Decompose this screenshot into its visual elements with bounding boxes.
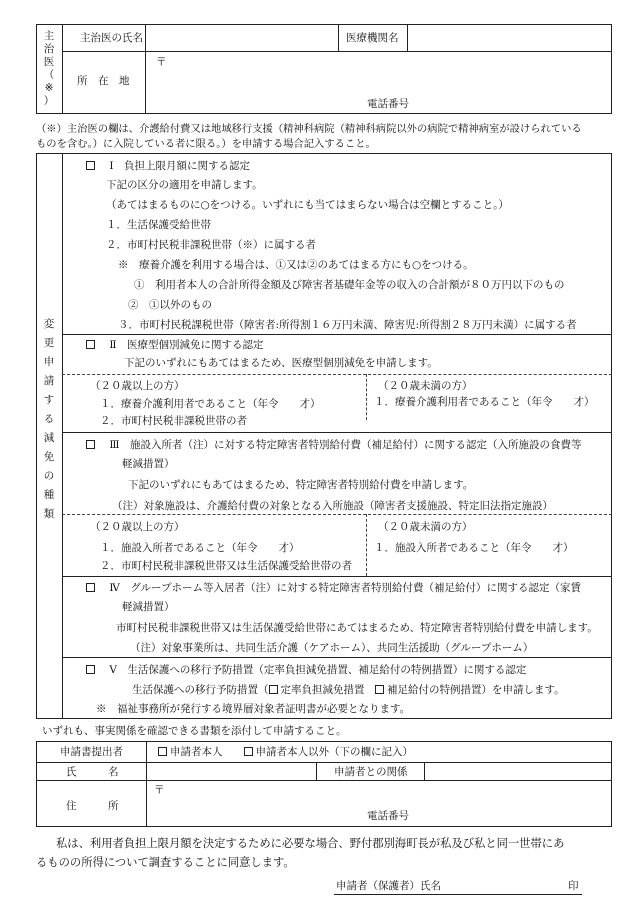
submitter-label: 申請書提出者 xyxy=(60,746,123,758)
section-1-title: Ⅰ 負担上限月額に関する認定 xyxy=(86,160,250,173)
submitter-self-checkbox[interactable] xyxy=(158,747,167,756)
section-3-right-head: （２０歳未満の方） xyxy=(378,521,473,533)
attach-note: いずれも、事実関係を確認できる書類を添付して申請すること。 xyxy=(42,725,347,737)
submitter-relation-field[interactable] xyxy=(426,764,610,778)
section-3-title: Ⅲ 施設入所者（注）に対する特定障害者特別給付費（補足給付）に関する認定（入所施設の食費等 xyxy=(86,439,581,452)
section-1-line-2: （あてはまるものに○をつける。いずれにも当てはまらない場合は空欄とすること。） xyxy=(106,199,509,211)
section-3-right-item-1[interactable]: １．施設入所者であること（年令 才） xyxy=(374,542,574,554)
consent-line-1: 私は、利用者負担上限月額を決定するために必要な場合、野付郡別海町長が私及び私と同一世帯にあ xyxy=(56,837,565,850)
section-2-left-item-2[interactable]: ２．市町村民税非課税世帯の者 xyxy=(100,415,247,427)
section-3-left-item-1[interactable]: １．施設入所者であること（年令 才） xyxy=(100,542,300,554)
doctor-side-label: 主 治 医 （ ※ ） xyxy=(43,30,55,107)
section-2-left-head: （２０歳以上の方） xyxy=(90,380,185,392)
seal-mark: 印 xyxy=(568,880,579,892)
section-1-sub-2[interactable]: ② ①以外のもの xyxy=(128,299,212,311)
section-3-left-head: （２０歳以上の方） xyxy=(90,521,185,533)
submitter-address-label: 住 所 xyxy=(66,800,119,812)
doctor-name-field[interactable] xyxy=(147,26,336,49)
section-3-checkbox[interactable] xyxy=(86,440,95,449)
section-4-checkbox[interactable] xyxy=(86,583,95,592)
institution-field[interactable] xyxy=(409,26,609,49)
doctor-name-label: 主治医の氏名 xyxy=(80,32,143,44)
submitter-options: 申請者本人 申請者本人以外（下の欄に記入） xyxy=(158,746,413,759)
submitter-name-field[interactable] xyxy=(148,764,314,778)
section-2-left-item-1[interactable]: １．療養介護利用者であること（年令 才） xyxy=(100,398,321,410)
section-4-note: （注）対象事業所は、共同生活介護（ケアホーム）、共同生活援助（グループホーム） xyxy=(130,642,534,654)
signature-underline xyxy=(334,894,582,895)
submitter-name-label: 氏 名 xyxy=(66,766,119,778)
section-1-item-3[interactable]: ３．市町村民税課税世帯（障害者:所得割１６万円未満、障害児:所得割２８万円未満）に属する者 xyxy=(118,319,577,331)
section-2-right-item-1[interactable]: １．療養介護利用者であること（年令 才） xyxy=(374,396,595,408)
submitter-phone-label: 電話番号 xyxy=(367,810,409,822)
consent-line-2: るものの所得について調査することに同意します。 xyxy=(36,856,295,869)
section-5-title: Ⅴ 生活保護への移行予防措置（定率負担減免措置、補足給付の特例措置）に関する認定 xyxy=(86,664,526,677)
section-1-item-2[interactable]: ２．市町村民税非課税世帯（※）に属する者 xyxy=(106,239,316,251)
doctor-note-line-1: （※）主治医の欄は、介護給付費又は地域移行支援（精神科病院（精神科病院以外の病院で精神病室が設けられている xyxy=(36,123,582,135)
section-1-sub-1[interactable]: ① 利用者本人の合計所得金額及び障害者基礎年金等の収入の合計額が８０万円以下のもの xyxy=(134,279,565,291)
section-2-intro: 下記のいずれにもあてはまるため、医療型個別減免を申請します。 xyxy=(124,357,438,369)
doctor-address-label: 所 在 地 xyxy=(77,75,130,87)
section-2-checkbox[interactable] xyxy=(86,340,95,349)
signature-label: 申請者（保護者）氏名 xyxy=(336,880,441,892)
section-3-note: （注）対象施設は、介護給付費の対象となる入所施設（障害者支援施設、特定旧法指定施設） xyxy=(112,500,553,512)
section-1-line-1: 下記の区分の適用を申請します。 xyxy=(106,179,263,191)
section-3-intro: 下記のいずれにもあてはまるため、特定障害者特別給付費を申請します。 xyxy=(128,479,474,491)
doctor-postal-mark: 〒 xyxy=(156,56,167,68)
section-3-title-2: 軽減措置） xyxy=(122,458,175,470)
submitter-other-checkbox[interactable] xyxy=(244,747,253,756)
section-5-opt1-checkbox[interactable] xyxy=(269,685,278,694)
reduction-side-label: 変 更 申 請 す る 減 免 の 種 類 xyxy=(43,318,55,520)
signature-field[interactable] xyxy=(450,878,566,893)
section-1-note: ※ 療養介護を利用する場合は、①又は②のあてはまる方にも○をつける。 xyxy=(118,259,474,271)
section-2-right-head: （２０歳未満の方） xyxy=(378,380,473,392)
section-5-intro: 生活保護への移行予防措置（ 定率負担減免措置 補足給付の特例措置）を申請します。 xyxy=(132,684,565,696)
section-1-item-1[interactable]: １．生活保護受給世帯 xyxy=(106,219,211,231)
section-5-opt2-checkbox[interactable] xyxy=(375,685,384,694)
section-4-intro: 市町村民税非課税世帯又は生活保護受給世帯にあてはまるため、特定障害者特別給付費を申請します。 xyxy=(116,622,598,634)
section-3-left-item-2[interactable]: ２．市町村民税非課税世帯又は生活保護受給世帯の者 xyxy=(100,560,352,572)
submitter-postal-mark: 〒 xyxy=(154,784,165,796)
section-5-note: ※ 福祉事務所が発行する境界層対象者証明書が必要となります。 xyxy=(96,703,411,715)
section-4-title: Ⅳ グループホーム等入居者（注）に対する特定障害者特別給付費（補足給付）に関する認定（家賃 xyxy=(86,582,581,595)
doctor-phone-label: 電話番号 xyxy=(367,98,409,110)
doctor-note-line-2: ものを含む。）に入院している者に限る。）を申請する場合記入すること。 xyxy=(36,138,376,150)
submitter-relation-label: 申請者との関係 xyxy=(334,766,408,778)
institution-label: 医療機関名 xyxy=(346,32,399,44)
section-1-checkbox[interactable] xyxy=(86,161,95,170)
section-5-checkbox[interactable] xyxy=(86,665,95,674)
section-2-title: Ⅱ 医療型個別減免に関する認定 xyxy=(86,339,263,352)
section-4-title-2: 軽減措置） xyxy=(122,601,175,613)
